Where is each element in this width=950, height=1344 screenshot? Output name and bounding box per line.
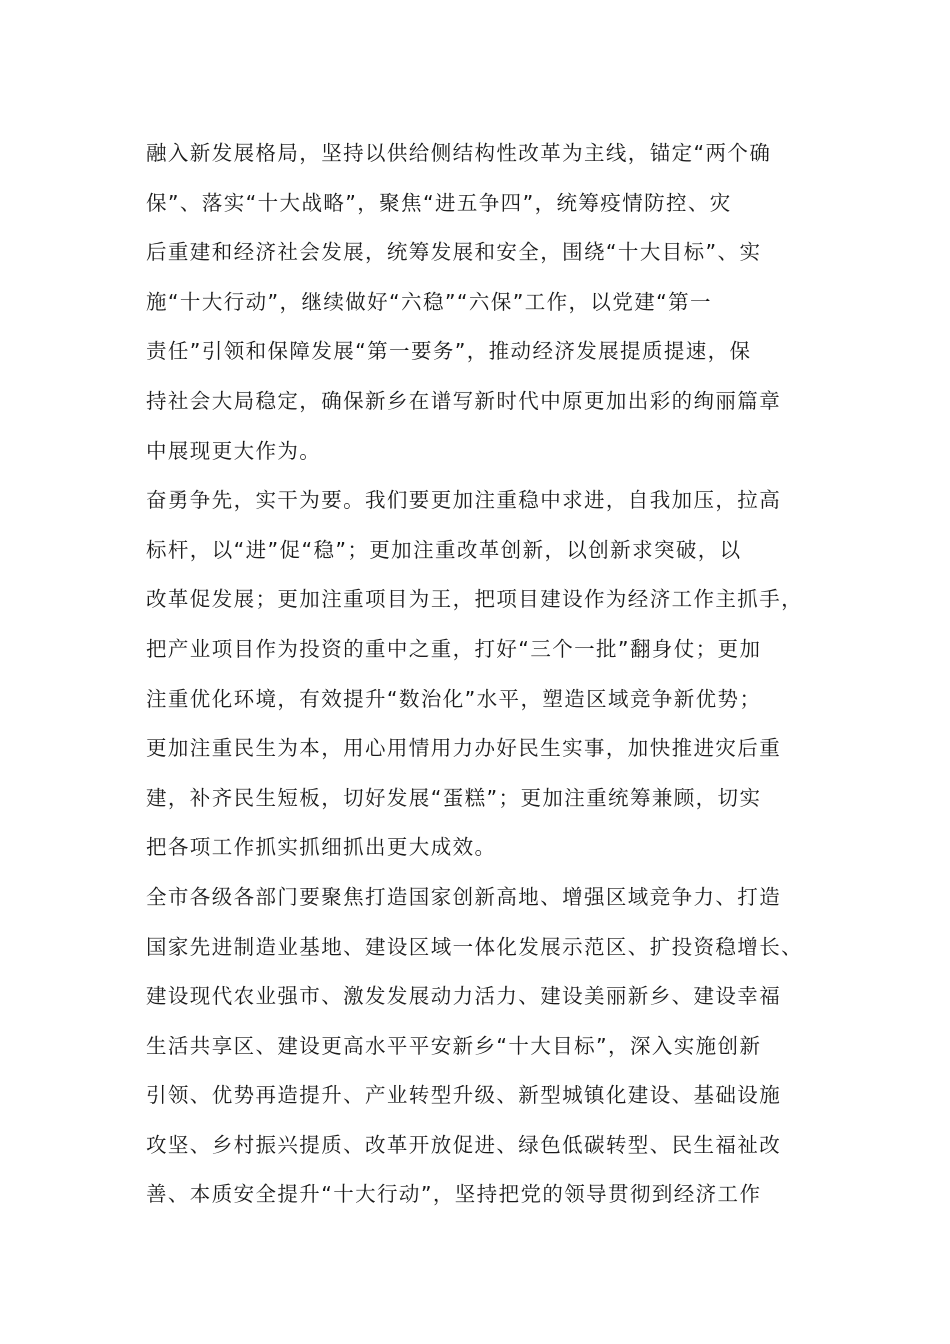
text-line: 更加注重民生为本，用心用情用力办好民生实事，加快推进灾后重: [146, 736, 782, 761]
text-line: 全市各级各部门要聚焦打造国家创新高地、增强区域竞争力、打造: [146, 884, 782, 909]
text-line: 把各项工作抓实抓细抓出更大成效。: [146, 835, 497, 860]
text-line: 生活共享区、建设更高水平平安新乡“十大目标”，深入实施创新: [146, 1033, 762, 1058]
text-line: 中展现更大作为。: [146, 438, 322, 463]
text-line: 施“十大行动”，继续做好“六稳”“六保”工作，以党建“第一: [146, 289, 712, 314]
text-line: 后重建和经济社会发展，统筹发展和安全，围绕“十大目标”、实: [146, 240, 762, 265]
text-line: 改革促发展；更加注重项目为王，把项目建设作为经济工作主抓手，: [146, 587, 803, 612]
text-line: 建设现代农业强市、激发发展动力活力、建设美丽新乡、建设幸福: [146, 984, 782, 1009]
text-line: 责任”引领和保障发展“第一要务”，推动经济发展提质提速，保: [146, 339, 752, 364]
text-line: 引领、优势再造提升、产业转型升级、新型城镇化建设、基础设施: [146, 1083, 782, 1108]
text-line: 善、本质安全提升“十大行动”，坚持把党的领导贯彻到经济工作: [146, 1182, 762, 1207]
document-body: [146, 132, 836, 1223]
text-line: 注重优化环境，有效提升“数治化”水平，塑造区域竞争新优势；: [146, 686, 762, 711]
text-line: 持社会大局稳定，确保新乡在谱写新时代中原更加出彩的绚丽篇章: [146, 388, 782, 413]
paragraph-1: [146, 132, 836, 479]
text-line: 国家先进制造业基地、建设区域一体化发展示范区、扩投资稳增长、: [146, 934, 803, 959]
text-line: 把产业项目作为投资的重中之重，打好“三个一批”翻身仗；更加: [146, 636, 762, 661]
paragraph-3: [146, 876, 836, 1223]
text-line: 奋勇争先，实干为要。我们要更加注重稳中求进，自我加压，拉高: [146, 488, 782, 513]
text-line: 攻坚、乡村振兴提质、改革开放促进、绿色低碳转型、民生福祉改: [146, 1132, 782, 1157]
text-line: 标杆，以“进”促“稳”；更加注重改革创新，以创新求突破，以: [146, 537, 742, 562]
paragraph-2: [146, 479, 836, 876]
text-line: 融入新发展格局，坚持以供给侧结构性改革为主线，锚定“两个确: [146, 141, 772, 165]
text-line: 建，补齐民生短板，切好发展“蛋糕”；更加注重统筹兼顾，切实: [146, 785, 762, 810]
text-line: 保”、落实“十大战略”，聚焦“进五争四”，统筹疫情防控、灾: [146, 190, 732, 215]
